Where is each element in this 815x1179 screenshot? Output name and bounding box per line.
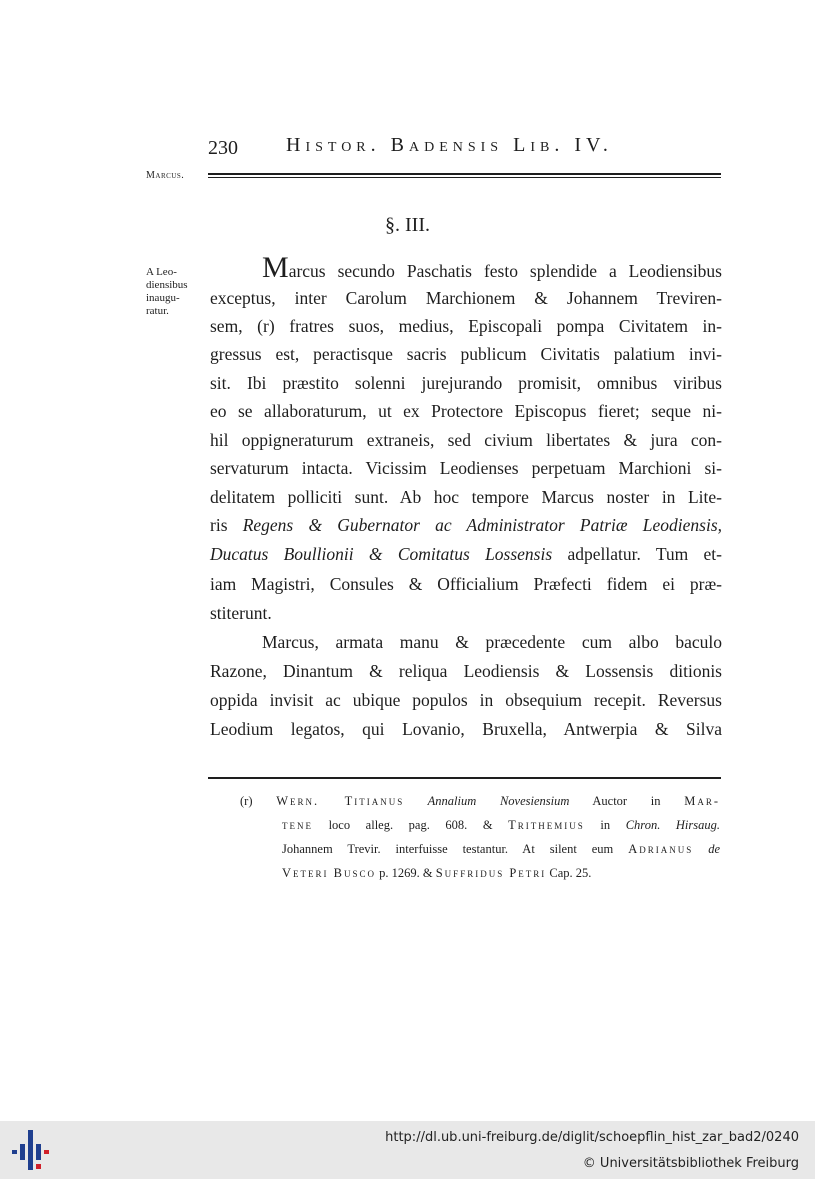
body-line-14: Marcus, armata manu & præcedente cum albo baculo <box>262 632 722 652</box>
footnote-author: Wern. Titianus <box>276 794 405 808</box>
footer-bar <box>0 1121 815 1179</box>
footnote-text: in <box>584 818 626 832</box>
side-note-line: diensibus <box>146 279 188 291</box>
body-line-5: sit. Ibi præstito solenni jurejurando promisit, omnibus viribus <box>210 373 722 393</box>
body-line-4: gressus est, peractisque sacris publicum Civitatis palatium invi- <box>210 344 722 364</box>
running-title: Histor. Badensis Lib. IV. <box>286 134 613 156</box>
body-line-8: servaturum intacta. Vicissim Leodienses perpetuam Marchioni si- <box>210 458 722 478</box>
footnote-line-2 <box>282 817 720 833</box>
footnote-text: Johannem Trevir. interfuisse testantur. At silent eum <box>282 842 629 856</box>
body-line-6: eo se allaboraturum, ut ex Protectore Episcopus fieret; seque ni- <box>210 401 722 421</box>
margin-label: Marcus. <box>146 170 185 181</box>
body-line-13: stiterunt. <box>210 603 272 623</box>
body-line-9: delitatem polliciti sunt. Ab hoc tempore Marcus noster in Lite- <box>210 487 722 507</box>
body-line-2: exceptus, inter Carolum Marchionem & Johannem Treviren- <box>210 288 722 308</box>
header-rule-bottom <box>208 177 721 178</box>
body-line-11 <box>210 544 722 564</box>
footnote-text: loco alleg. pag. 608. & <box>313 818 509 832</box>
side-note-line: inaugu- <box>146 292 180 304</box>
body-text: adpellatur. Tum et- <box>552 544 723 564</box>
body-line-3: sem, (r) fratres suos, medius, Episcopali pompa Civitatem in- <box>210 316 722 336</box>
footnote-text: de <box>693 842 720 856</box>
body-text: arcus secundo Paschatis festo splendide a Leodiensibus <box>288 261 722 281</box>
footnote-text: Auctor in <box>569 794 685 808</box>
footnote-author: Trithemius <box>508 818 585 832</box>
footnote-author: Mar- <box>684 794 720 808</box>
body-line-17: Leodium legatos, qui Lovanio, Bruxella, Antwerpia & Silva <box>210 719 722 739</box>
side-note <box>146 266 208 318</box>
library-logo-icon <box>10 1128 52 1172</box>
side-note-line: ratur. <box>146 305 169 317</box>
footnote-title: Annalium Novesiensium <box>404 794 570 808</box>
section-heading: §. III. <box>385 214 430 236</box>
body-text: ris <box>210 515 243 535</box>
body-text-italic: Ducatus Boullionii & Comitatus Lossensis <box>210 544 553 564</box>
footnote-text: p. 1269. & <box>376 866 436 880</box>
footnote-line-3 <box>282 841 720 857</box>
footnote-text: Cap. 25. <box>546 866 592 880</box>
body-line-16: oppida invisit ac ubique populos in obsequium recepit. Reversus <box>210 690 722 710</box>
footnote-text: (r) <box>240 794 277 808</box>
drop-cap: M <box>262 251 289 284</box>
side-note-line: A Leo- <box>146 266 177 278</box>
footnote-author: Veteri Busco <box>282 866 376 880</box>
body-line-10 <box>210 515 722 535</box>
body-text-italic: Regens & Gubernator ac Administrator Patriæ Leodiensis, <box>242 515 722 535</box>
footnote-rule <box>208 777 721 779</box>
footnote-line-1 <box>240 793 720 809</box>
footnote-line-4 <box>282 865 720 881</box>
footnote-author: Suffridus Petri <box>435 866 547 880</box>
footnote-title: Chron. Hirsaug. <box>625 818 720 832</box>
page-number: 230 <box>208 137 238 159</box>
permalink-link[interactable]: http://dl.ub.uni-freiburg.de/diglit/schoepflin_hist_zar_bad2/0240 <box>385 1130 799 1145</box>
footnote-author: Adrianus <box>628 842 694 856</box>
body-line-12: iam Magistri, Consules & Officialium Præfecti fidem ei præ- <box>210 574 722 594</box>
body-line-15: Razone, Dinantum & reliqua Leodiensis & Lossensis ditionis <box>210 661 722 681</box>
copyright-notice: © Universitätsbibliothek Freiburg <box>582 1156 799 1171</box>
body-line-1 <box>262 251 722 284</box>
header-rule-top <box>208 173 721 175</box>
footnote-author: tene <box>282 818 313 832</box>
body-line-7: hil oppigneraturum extraneis, sed civium libertates & jura con- <box>210 430 722 450</box>
